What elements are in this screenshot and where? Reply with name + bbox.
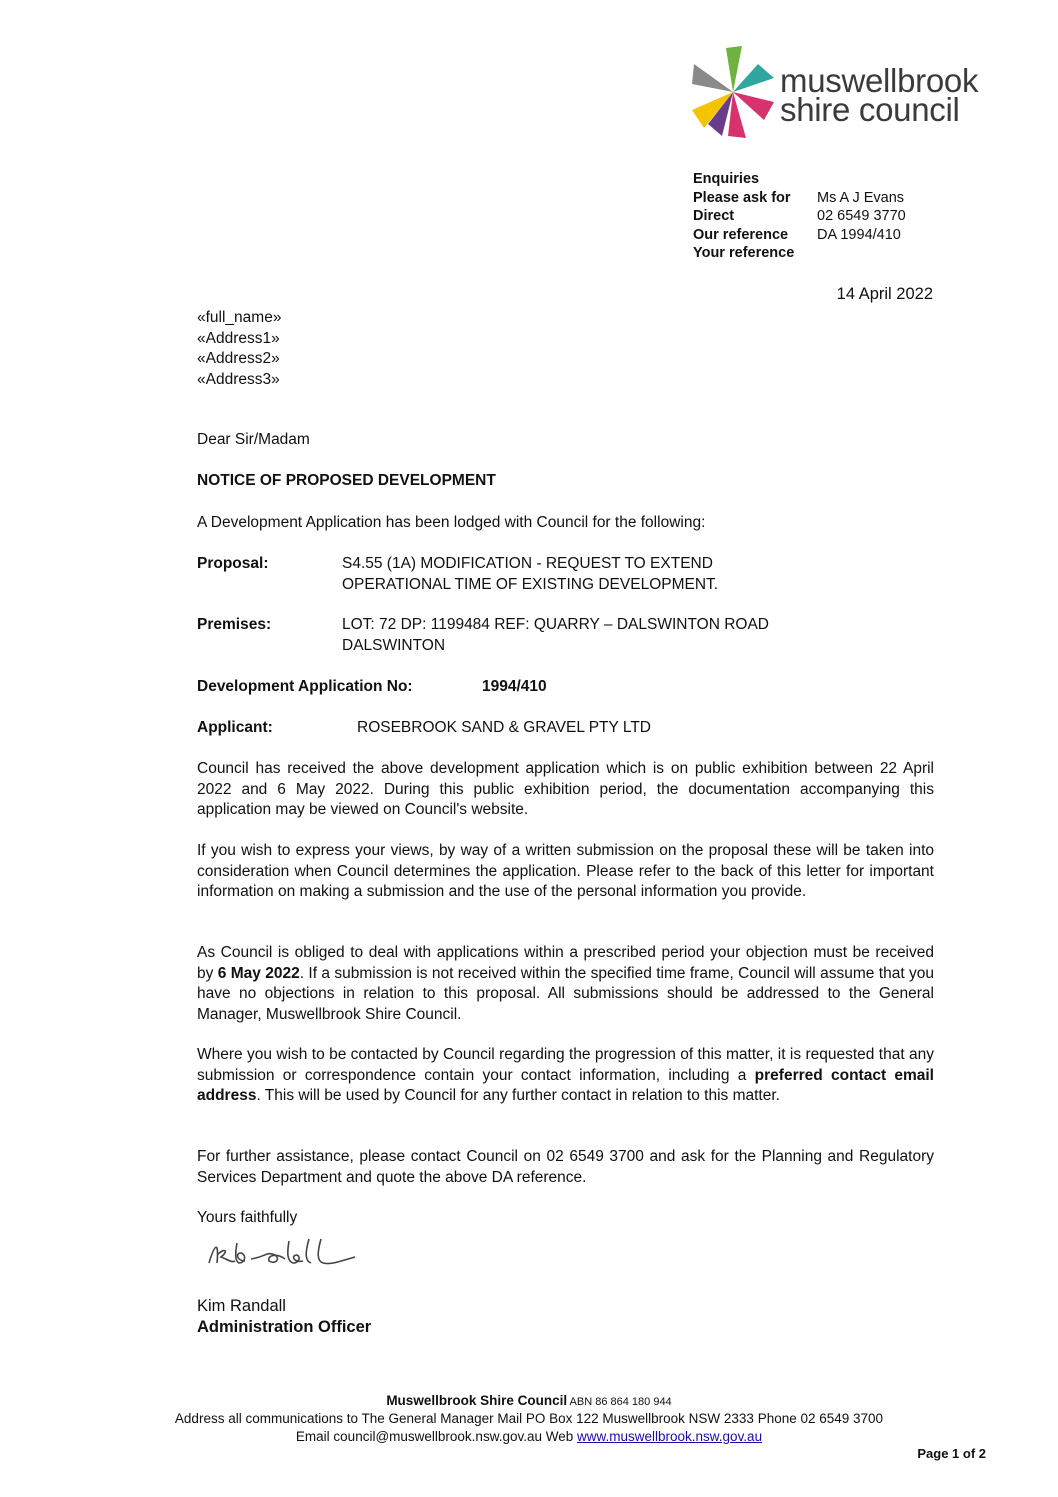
da-number-value: 1994/410 xyxy=(482,678,547,695)
enquiries-label: Please ask for xyxy=(693,189,791,206)
closing: Yours faithfully xyxy=(197,1209,298,1226)
salutation: Dear Sir/Madam xyxy=(197,431,310,448)
proposal-value xyxy=(342,554,902,595)
premises-line: DALSWINTON xyxy=(342,636,446,654)
paragraph-text: Where you wish to be contacted by Council regarding the progression of this matter, it is requested that any submission or correspondence contain your contact information, including a xyxy=(197,1046,934,1084)
preferred-email-emphasis: preferred contact email address xyxy=(197,1066,934,1104)
paragraph-text: . This will be used by Council for any further contact in relation to this matter. xyxy=(256,1087,780,1104)
logo-line1: muswellbrook xyxy=(780,62,979,99)
enquiries-heading: Enquiries xyxy=(693,171,760,187)
signatory-name: Kim Randall xyxy=(197,1297,286,1315)
address-line: «full_name» xyxy=(197,309,282,326)
signatory-role: Administration Officer xyxy=(197,1318,372,1336)
paragraph-assistance: For further assistance, please contact Council on 02 6549 3700 and ask for the Planning and Regulatory Services Department and quote the above DA reference. xyxy=(197,1148,934,1186)
logo-petal-grey xyxy=(692,64,733,92)
premises-label: Premises: xyxy=(197,616,272,633)
notice-title: NOTICE OF PROPOSED DEVELOPMENT xyxy=(197,472,496,489)
paragraph-submission: If you wish to express your views, by way of a written submission on the proposal these will be taken into consideration when Council determines the application. Please refer to the back of this letter for important information on making a submission and the use of the personal information you provide. xyxy=(197,842,934,900)
logo-petal-teal xyxy=(733,64,774,92)
premises-value xyxy=(342,615,902,656)
footer-email: Email council@muswellbrook.nsw.gov.au Web xyxy=(295,1429,577,1444)
page-number: Page 1 of 2 xyxy=(917,1446,986,1461)
footer-contact-line xyxy=(0,1428,1058,1446)
footer-address-line: Address all communications to The General Manager Mail PO Box 122 Muswellbrook NSW 2333 Phone 02 6549 3700 xyxy=(174,1411,884,1426)
da-number-label: Development Application No: xyxy=(197,678,413,695)
deadline-date: 6 May 2022 xyxy=(217,964,300,982)
letter-date: 14 April 2022 xyxy=(836,285,933,303)
logo-text xyxy=(780,62,979,128)
logo-line2: shire council xyxy=(780,91,960,128)
enquiries-label: Direct xyxy=(693,208,735,224)
enquiries-row xyxy=(693,226,906,245)
enquiries-row xyxy=(693,189,906,208)
footer-org-name: Muswellbrook Shire Council xyxy=(386,1393,568,1408)
council-logo xyxy=(688,44,998,140)
handwritten-signature xyxy=(205,1233,365,1273)
recipient-address xyxy=(197,308,281,390)
proposal-label: Proposal: xyxy=(197,555,269,572)
proposal-line: OPERATIONAL TIME OF EXISTING DEVELOPMENT. xyxy=(342,575,719,593)
paragraph-exhibition: Council has received the above development application which is on public exhibition between 22 April 2022 and 6 May 2022. During this public exhibition period, the documentation accompanying this application may be viewed on Council's website. xyxy=(197,760,934,818)
enquiries-value: 02 6549 3770 xyxy=(817,208,906,224)
address-line: «Address2» xyxy=(197,350,280,367)
enquiries-value: Ms A J Evans xyxy=(817,189,905,206)
intro-text: A Development Application has been lodged with Council for the following: xyxy=(197,514,706,531)
enquiries-row xyxy=(693,207,906,226)
enquiries-label: Your reference xyxy=(693,245,795,261)
footer-org-line xyxy=(0,1392,1058,1411)
enquiries-row xyxy=(693,244,906,263)
paragraph-text: As Council is obliged to deal with applications within a prescribed period your objection must be received by xyxy=(197,944,934,982)
enquiries-block xyxy=(693,170,906,263)
enquiries-label: Our reference xyxy=(693,226,789,243)
applicant-value: ROSEBROOK SAND & GRAVEL PTY LTD xyxy=(357,719,652,736)
paragraph-text: . If a submission is not received within the specified time frame, Council will assume that you have no objections in relation to this proposal. All submissions should be addressed to the General Manager, Muswellbrook Shire Council. xyxy=(197,964,934,1023)
applicant-label: Applicant: xyxy=(197,719,273,736)
logo-star-icon xyxy=(688,44,778,140)
footer-abn: ABN 86 864 180 944 xyxy=(567,1396,672,1408)
address-line: «Address1» xyxy=(197,329,280,347)
address-line: «Address3» xyxy=(197,370,280,388)
enquiries-value: DA 1994/410 xyxy=(817,226,901,243)
paragraph-deadline xyxy=(197,943,934,1025)
paragraph-contact xyxy=(197,1045,934,1107)
premises-line: LOT: 72 DP: 1199484 REF: QUARRY – DALSWINTON ROAD xyxy=(342,616,769,633)
proposal-line: S4.55 (1A) MODIFICATION - REQUEST TO EXTEND xyxy=(342,555,713,572)
footer-website-link[interactable]: www.muswellbrook.nsw.gov.au xyxy=(577,1429,763,1444)
